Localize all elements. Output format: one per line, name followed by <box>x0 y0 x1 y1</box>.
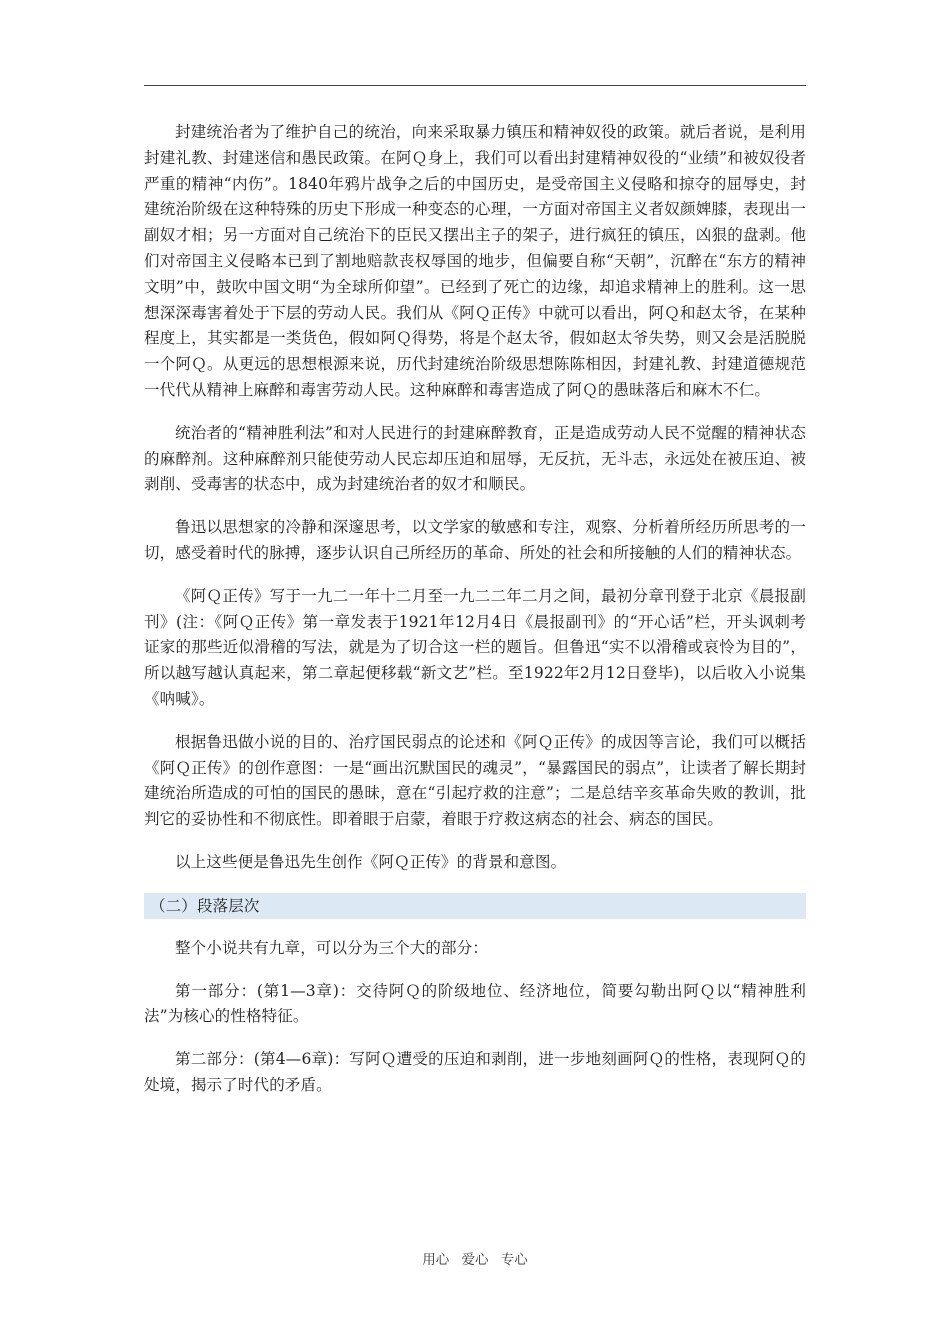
page-footer: 用心 爱心 专心 <box>422 1252 528 1268</box>
body-paragraph: 根据鲁迅做小说的目的、治疗国民弱点的论述和《阿Ｑ正传》的成因等言论，我们可以概括《阿Ｑ正传》的创作意图：一是“画出沉默国民的魂灵”，“暴露国民的弱点”，让读者了解长期封建统治所造成的可怕的国民的愚昧，意在“引起疗救的注意”；二是总结辛亥革命失败的教训，批判它的妥协性和不彻底性。即着眼于启蒙，着眼于疗救这病态的社会、病态的国民。 <box>144 732 806 829</box>
body-paragraph: 以上这些便是鲁迅先生创作《阿Ｑ正传》的背景和意图。 <box>175 852 567 871</box>
body-paragraph: 第二部分：(第4—6章)：写阿Ｑ遭受的压迫和剥削，进一步地刻画阿Ｑ的性格，表现阿Ｑ的处境，揭示了时代的矛盾。 <box>144 1050 806 1094</box>
section-heading: （二）段落层次 <box>144 893 806 919</box>
body-paragraph: 《阿Ｑ正传》写于一九二一年十二月至一九二二年二月之间，最初分章刊登于北京《晨报副刊》(注：《阿Ｑ正传》第一章发表于1921年12月4日《晨报副刊》的“开心话”栏，开头讽刺考证家的那些近似滑稽的写法，就是为了切合这一栏的题旨。但鲁迅“实不以滑稽或哀怜为目的”，所以越写越认真起来，第二章起便移载“新文艺”栏。至1922年2月12日登毕)，以后收入小说集《呐喊》。 <box>144 586 806 708</box>
body-paragraph: 第一部分：(第1—3章)：交待阿Ｑ的阶级地位、经济地位，简要勾勒出阿Ｑ以“精神胜利法”为核心的性格特征。 <box>144 981 806 1026</box>
body-paragraph: 封建统治者为了维护自己的统治，向来采取暴力镇压和精神奴役的政策。就后者说，是利用封建礼教、封建迷信和愚民政策。在阿Ｑ身上，我们可以看出封建精神奴役的“业绩”和被奴役者严重的精神“内伤”。1840年鸦片战争之后的中国历史，是受帝国主义侵略和掠夺的屈辱史，封建统治阶级在这种特殊的历史下形成一种变态的心理，一方面对帝国主义者奴颜婢膝，表现出一副奴才相；另一方面对自己统治下的臣民又摆出主子的架子，进行疯狂的镇压，凶狠的盘剥。他们对帝国主义侵略本已到了割地赔款丧权辱国的地步，但偏要自称“天朝”，沉醉在“东方的精神文明”中，鼓吹中国文明“为全球所仰望”。已经到了死亡的边缘，却追求精神上的胜利。这一思想深深毒害着处于下层的劳动人民。我们从《阿Ｑ正传》中就可以看出，阿Ｑ和赵太爷，在某种程度上，其实都是一类货色，假如阿Ｑ得势，将是个赵太爷，假如赵太爷失势，则又会是活脱脱一个阿Ｑ。从更远的思想根源来说，历代封建统治阶级思想陈陈相因，封建礼教、封建道德规范一代代从精神上麻醉和毒害劳动人民。这种麻醉和毒害造成了阿Ｑ的愚昧落后和麻木不仁。 <box>144 123 806 399</box>
header-rule <box>144 85 806 86</box>
body-paragraph: 整个小说共有九章，可以分为三个大的部分： <box>175 938 489 957</box>
body-paragraph: 鲁迅以思想家的冷静和深邃思考，以文学家的敏感和专注，观察、分析着所经历所思考的一切，感受着时代的脉搏，逐步认识自己所经历的革命、所处的社会和所接触的人们的精神状态。 <box>144 518 806 562</box>
document-body <box>144 120 806 1116</box>
body-paragraph: 统治者的“精神胜利法”和对人民进行的封建麻醉教育，正是造成劳动人民不觉醒的精神状态的麻醉剂。这种麻醉剂只能使劳动人民忘却压迫和屈辱，无反抗，无斗志，永远处在被压迫、被剥削、受毒害的状态中，成为封建统治者的奴才和顺民。 <box>144 423 806 494</box>
